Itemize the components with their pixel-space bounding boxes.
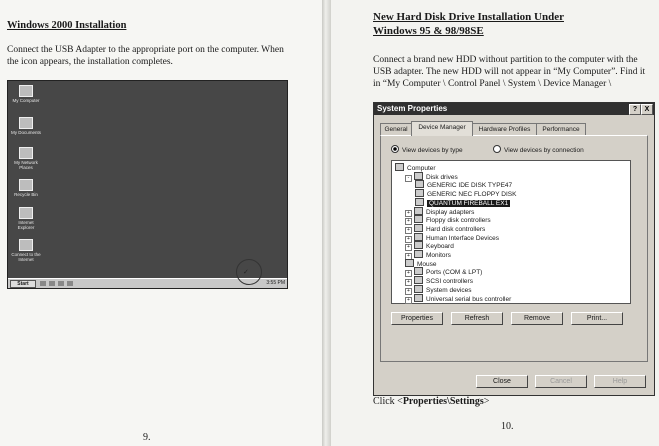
tree-node-label: Monitors xyxy=(426,252,451,259)
quicklaunch-icon[interactable] xyxy=(58,281,64,286)
device-icon xyxy=(415,189,424,197)
device-icon xyxy=(414,172,423,180)
desktop-icon-internet-explorer[interactable]: Internet Explorer xyxy=(11,207,41,230)
tree-node-label: GENERIC IDE DISK TYPE47 xyxy=(427,182,513,190)
close-titlebar-button[interactable]: X xyxy=(641,104,653,115)
cancel-button: Cancel xyxy=(535,375,587,388)
system-properties-dialog xyxy=(373,102,655,396)
device-icon xyxy=(414,224,423,232)
device-icon xyxy=(405,259,414,267)
radio-selected-icon xyxy=(391,145,399,153)
quicklaunch-icon[interactable] xyxy=(40,281,46,286)
expand-icon[interactable]: + xyxy=(405,227,412,234)
expand-icon[interactable]: + xyxy=(405,297,412,304)
tree-node-label: Universal serial bus controller xyxy=(426,295,512,303)
properties-button[interactable]: Properties xyxy=(391,312,443,325)
device-icon xyxy=(414,267,423,275)
device-tree[interactable] xyxy=(391,160,631,304)
tab-performance[interactable]: Performance xyxy=(536,123,586,135)
desktop-icon-connect-internet[interactable]: Connect to the Internet xyxy=(11,239,41,262)
help-titlebar-button[interactable]: ? xyxy=(629,104,641,115)
print-button[interactable]: Print... xyxy=(571,312,623,325)
expand-icon[interactable]: + xyxy=(405,279,412,286)
tab-general[interactable]: General xyxy=(380,123,412,135)
tree-node-label: Hard disk controllers xyxy=(426,225,486,233)
expand-icon[interactable]: + xyxy=(405,218,412,225)
expand-icon[interactable]: + xyxy=(405,253,412,260)
tree-node-label: System devices xyxy=(426,286,472,294)
remove-button[interactable]: Remove xyxy=(511,312,563,325)
quicklaunch-icon[interactable] xyxy=(67,281,73,286)
device-icon xyxy=(415,198,424,206)
caption: Click <Properties\Settings> xyxy=(373,396,490,407)
expand-icon[interactable]: + xyxy=(405,288,412,295)
radio-view-by-type[interactable]: View devices by type xyxy=(391,145,463,154)
right-page xyxy=(331,0,659,446)
device-manager-panel xyxy=(380,135,648,362)
device-icon xyxy=(414,207,423,215)
device-icon xyxy=(414,276,423,284)
radio-view-by-connection[interactable]: View devices by connection xyxy=(493,145,584,154)
dialog-title: System Properties xyxy=(377,104,448,113)
tab-device-manager[interactable]: Device Manager xyxy=(411,121,473,136)
device-icon xyxy=(414,285,423,293)
left-body-text: Connect the USB Adapter to the appropriate port on the computer. When the icon appears, the installation completes. xyxy=(7,45,284,67)
tree-node-label: QUANTUM FIREBALL EX1 xyxy=(429,199,509,207)
expand-icon[interactable]: + xyxy=(405,236,412,243)
device-icon xyxy=(414,250,423,258)
recycle-bin-icon xyxy=(19,179,33,191)
tree-node-label: Human Interface Devices xyxy=(426,234,499,242)
refresh-button[interactable]: Refresh xyxy=(451,312,503,325)
taskbar-clock: 3:55 PM xyxy=(266,280,285,286)
tree-node-label: Disk drives xyxy=(426,173,458,181)
dialog-titlebar xyxy=(374,103,654,115)
page-number-right: 10. xyxy=(501,421,514,432)
tree-node-label: Keyboard xyxy=(426,243,454,251)
device-icon xyxy=(414,294,423,302)
device-icon xyxy=(395,163,404,171)
expand-icon[interactable]: + xyxy=(405,270,412,277)
right-heading-line2: Windows 95 & 98/98SE xyxy=(373,25,484,37)
connect-icon xyxy=(19,239,33,251)
start-button[interactable]: Start xyxy=(10,280,36,288)
tree-node-label: Floppy disk controllers xyxy=(426,217,491,225)
close-button[interactable]: Close xyxy=(476,375,528,388)
tree-node-label: GENERIC NEC FLOPPY DISK xyxy=(427,191,517,199)
tree-node-label: SCSI controllers xyxy=(426,278,473,286)
help-button: Help xyxy=(594,375,646,388)
tree-node-label: Mouse xyxy=(417,260,437,268)
right-heading xyxy=(373,10,564,38)
collapse-icon[interactable]: - xyxy=(405,175,412,182)
tree-node-label: Computer xyxy=(407,165,436,172)
device-icon xyxy=(414,215,423,223)
quicklaunch-icon[interactable] xyxy=(49,281,55,286)
tree-node-label: Ports (COM & LPT) xyxy=(426,269,483,277)
page-number-left: 9. xyxy=(143,432,151,443)
highlight-circle xyxy=(236,259,262,285)
internet-explorer-icon xyxy=(19,207,33,219)
left-heading: Windows 2000 Installation xyxy=(7,20,127,31)
tree-node[interactable] xyxy=(405,294,511,304)
network-icon xyxy=(19,147,33,159)
desktop-icon-recycle-bin[interactable]: Recycle Bin xyxy=(11,179,41,197)
radio-unselected-icon xyxy=(493,145,501,153)
device-icon xyxy=(414,233,423,241)
folder-icon xyxy=(19,117,33,129)
computer-icon xyxy=(19,85,33,97)
tree-node-label: Display adapters xyxy=(426,208,475,216)
desktop-icon-my-computer[interactable]: My Computer xyxy=(11,85,41,103)
right-heading-line1: New Hard Disk Drive Installation Under xyxy=(373,11,564,23)
right-body-text: Connect a brand new HDD without partition to the computer with the USB adapter. The new HDD will not appear in “My Computer”. Find it in “My Computer \ Control Panel \ System \ Device Manager \ xyxy=(373,55,646,89)
left-page xyxy=(0,0,322,446)
usb-tray-icon[interactable]: ✓ xyxy=(243,268,249,276)
device-icon xyxy=(415,180,424,188)
expand-icon[interactable]: + xyxy=(405,244,412,251)
desktop-icon-my-documents[interactable]: My Documents xyxy=(11,117,41,135)
desktop-icon-network[interactable]: My Network Places xyxy=(11,147,41,170)
expand-icon[interactable]: + xyxy=(405,210,412,217)
tab-hardware-profiles[interactable]: Hardware Profiles xyxy=(472,123,537,135)
book-gutter xyxy=(322,0,331,446)
desktop-screenshot xyxy=(7,80,288,289)
device-icon xyxy=(414,241,423,249)
